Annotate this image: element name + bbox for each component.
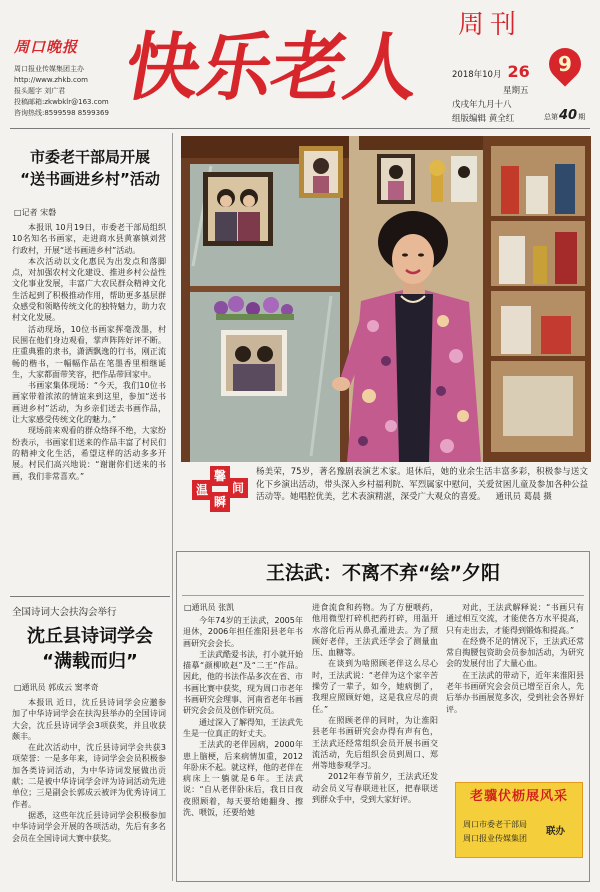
paragraph: 王法武的老伴因病，2000年患上脑梗，后来病情加重，2012年卧床不起。就这样，他的老伴在病床上一躺就是6年。王法武说：“自从老伴卧床后，我日日夜夜照顾着，每天要给她翻身、擦洗、喂饭，还要给她 bbox=[183, 740, 303, 818]
main-article-column-1 bbox=[183, 615, 303, 877]
poetry-kicker: 全国诗词大会扶沟会举行 bbox=[12, 607, 117, 618]
photo-caption bbox=[256, 466, 588, 504]
paragraph: 本报讯 近日，沈丘县诗词学会应邀参加了中华诗词学会在扶沟县举办的全国诗词大会，沈丘县诗词学会3项获奖，并且收获颇丰。 bbox=[12, 698, 166, 741]
paragraph: 书画家集体现场：“今天，我们10位书画家带着浓浓的情谊来到这里，参加“送书画进乡村”活动，为乡亲们送去书画作品，让大家感受传统文化的魅力。” bbox=[12, 381, 166, 425]
column-banner-ad bbox=[455, 782, 583, 858]
page-title: 快乐老人 bbox=[118, 25, 426, 111]
byline: □记者 宋磐 bbox=[14, 208, 57, 217]
paragraph: 进食流食和药物。为了方便喂药，他用微型打碎机把药打碎，用温开水溶化后再从鼻孔灌进去。为了照顾好老伴，王法武还学会了测量血压、血糖等。 bbox=[312, 603, 438, 658]
hotline-line: 咨询热线:8599598 8599369 bbox=[14, 109, 109, 117]
ad-organizer: 周口市委老干部局 bbox=[463, 820, 527, 829]
calligraphy-article-headline bbox=[10, 146, 170, 190]
paragraph: 在照顾老伴的同时，为让淮阳县老年书画研究会办得有声有色，王法武还经常组织会员开展书画交流活动，先后组织会员到周口、郑州等地参观学习。 bbox=[312, 715, 438, 771]
lunar-date: 戊戌年九月十八 bbox=[452, 100, 512, 110]
page-number: 9 bbox=[558, 52, 572, 76]
paragraph: 2012年春节前夕，王法武还发动会员义写春联进社区，把春联送到群众手中，受到大家好评。 bbox=[312, 772, 438, 805]
email-line: 投稿邮箱:zkwbklr@163.com bbox=[14, 98, 109, 106]
framed-photo-couple bbox=[203, 172, 273, 246]
headline-divider bbox=[182, 595, 584, 596]
framed-portrait-top bbox=[299, 146, 343, 198]
publisher-line: 周口报业传媒集团主办 bbox=[14, 65, 84, 73]
issue-prefix: 总第 bbox=[544, 113, 558, 121]
issue-month: 2018年10月 bbox=[452, 70, 502, 80]
framed-photo-lower bbox=[221, 330, 287, 396]
stamp-char: 温 bbox=[192, 480, 212, 500]
issue-date bbox=[452, 62, 530, 81]
issue-total bbox=[544, 108, 585, 123]
paragraph: 对此，王法武解释说：“书画只有通过相互交流，才能使各方水平提高，只有走出去，才能得到锻炼和提高。” bbox=[446, 603, 584, 635]
weekday: 星期五 bbox=[503, 86, 529, 96]
paragraph: 在王法武的带动下，近年来淮阳县老年书画研究会会员已增至百余人，先后举办书画展览多次，受到社会各界好评。 bbox=[446, 670, 584, 714]
paragraph: 本次活动以文化惠民为出发点和落脚点，对加强农村文化建设、推进乡村公益性文化事业发展，丰富广大农民群众精神文化生活起到了积极推动作用，帮助更多基层群众感受和领略传统文化的独特魅力，助力农村文化发展。 bbox=[12, 256, 166, 323]
main-article-column-2 bbox=[312, 602, 438, 877]
paragraph: 据悉，这些年沈丘县诗词学会积极参加中华诗词学会开展的各项活动，先后有多名会员在全国诗词大赛中获奖。 bbox=[12, 810, 166, 843]
byline: □通讯员 郭成云 窦孝奇 bbox=[14, 683, 99, 692]
stamp-char: 馨 bbox=[210, 466, 230, 486]
layout-editor: 组版编辑 黄全红 bbox=[452, 114, 515, 124]
website-line: http://www.zhkb.com bbox=[14, 76, 88, 84]
paragraph: 在谈到为啥照顾老伴这么尽心时，王法武说：“老伴为这个家辛苦操劳了一辈子，如今，她病倒了，我理应照顾好她，这是我应尽的责任。” bbox=[312, 659, 438, 714]
ad-organizer: 周口报业传媒集团 bbox=[463, 834, 527, 843]
stamp-char: 瞬 bbox=[210, 492, 230, 512]
paragraph: 今年74岁的王法武，2005年退休，2006年担任淮阳县老年书画研究会会长。 bbox=[183, 616, 303, 648]
feature-photo bbox=[181, 136, 591, 462]
issue-number: 40 bbox=[559, 108, 578, 123]
headline-line: 市委老干部局开展 bbox=[29, 148, 150, 166]
issue-day: 26 bbox=[507, 62, 530, 81]
warm-moment-stamp bbox=[192, 466, 248, 514]
headline-line: “满载而归” bbox=[42, 651, 138, 672]
issue-suffix: 期 bbox=[578, 113, 586, 121]
main-article-headline: 王法武：不离不弃“绘”夕阳 bbox=[266, 562, 500, 584]
byline: □通讯员 张凯 bbox=[184, 603, 235, 612]
paragraph: 活动现场，10位书画家挥毫泼墨，村民围在他们身边观看，掌声阵阵好评不断。庄重典雅的隶书，潇洒飘逸的行书，刚正流畅的楷书，一幅幅作品在笔墨香里相继诞生，大家都面带笑容，把作品带回家中。 bbox=[12, 324, 166, 379]
newspaper-logo: 周口晚报 bbox=[14, 38, 79, 56]
poetry-article-headline bbox=[10, 624, 170, 674]
headline-line: “送书画进乡村”活动 bbox=[20, 170, 160, 188]
photo-credit: 通讯员 葛晨 摄 bbox=[495, 492, 552, 502]
section-divider bbox=[10, 596, 170, 597]
title-calligrapher-line: 报头题字 刘广君 bbox=[14, 87, 66, 95]
weekly-label: 周刊 bbox=[458, 10, 523, 40]
calligraphy-article-body bbox=[12, 222, 166, 564]
paragraph: 本报讯 10月19日，市委老干部局组织10名知名书画家，走进商水县黄寨镇刘营行政村，开展“送书画进乡村”活动。 bbox=[12, 223, 166, 255]
paragraph: 通过深入了解得知，王法武先生是一位真正的好丈夫。 bbox=[183, 717, 303, 738]
display-cabinet-right bbox=[483, 136, 591, 462]
ad-joint-label: 联办 bbox=[546, 826, 566, 837]
column-divider bbox=[172, 133, 173, 881]
paragraph: 王法武酷爱书法，打小就开始描摹“颜柳欧赵”及“二王”作品。因此，他的书法作品多次在省、市书画比赛中获奖，现为周口市老年书画研究会理事、河南省老年书画研究会会员及创作研究员。 bbox=[183, 649, 303, 716]
paragraph: 现场前来观看的群众络绎不绝，大家纷纷表示，书画家们送来的作品丰富了村民们的精神文化生活，希望这样的活动多多开展。村民们高兴地说：“谢谢你们送来的书画，我们非常喜欢。” bbox=[12, 426, 166, 481]
poetry-article-body bbox=[12, 697, 166, 877]
ad-title: 老骥伏枥展风采 bbox=[469, 789, 568, 804]
masthead-divider bbox=[10, 128, 590, 129]
main-article-column-3 bbox=[446, 602, 584, 774]
caption-text: 杨美荣，75岁，著名豫剧表演艺术家。退休后，她的业余生活丰富多彩，积极参与送文化下乡演出活动，带头深入乡村福利院、军烈属家中慰问，关爱贫困儿童及参加各种公益活动等。她唱腔优美，艺术表演精湛，深受广大观众的喜爱。 bbox=[256, 467, 588, 502]
publisher-info bbox=[14, 64, 126, 119]
headline-line: 沈丘县诗词学会 bbox=[27, 626, 153, 647]
paragraph: 在此次活动中，沈丘县诗词学会共获3项荣誉：一是多年来，诗词学会会员积极参加各类诗词活动，为中华诗词发展做出贡献；二是被中华诗词学会评为诗词活动先进单位；三是副会长郭成云被评为优秀诗词工作者。 bbox=[12, 743, 166, 809]
paragraph: 在经费不足的情况下，王法武还常常自掏腰包资助会员参加活动，为研究会的发展付出了大量心血。 bbox=[446, 636, 584, 669]
stamp-char: 间 bbox=[228, 478, 248, 498]
